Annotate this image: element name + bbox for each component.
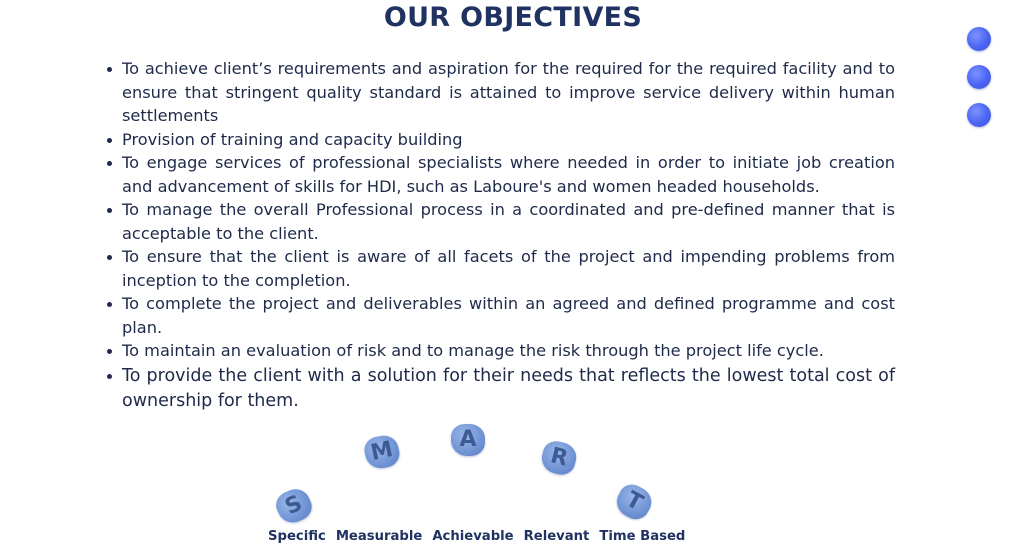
- objective-item: To ensure that the client is aware of all facets of the project and impending problems from inception to the completion.: [104, 245, 895, 292]
- smart-word-time-based: Time Based: [599, 529, 686, 544]
- smart-letter-t: T: [611, 480, 656, 524]
- objective-item: To achieve client’s requirements and aspiration for the required for the required facility and to ensure that stringent quality standard is attained to improve service delivery within human settlements: [104, 57, 895, 128]
- smart-letter-m: M: [362, 433, 402, 471]
- page-title: OUR OBJECTIVES: [383, 2, 643, 33]
- smart-word-specific: Specific: [268, 529, 326, 544]
- objective-item: To provide the client with a solution for their needs that reflects the lowest total cost of ownership for them.: [104, 364, 895, 414]
- smart-word-measurable: Measurable: [335, 529, 423, 544]
- navigation-dots: [967, 27, 995, 141]
- objective-item: To complete the project and deliverables within an agreed and defined programme and cost plan.: [104, 292, 895, 339]
- smart-letter-s: S: [272, 484, 316, 527]
- smart-word-relevant: Relevant: [523, 529, 590, 544]
- objectives-list: [104, 57, 895, 414]
- nav-dot-1[interactable]: [967, 27, 991, 51]
- smart-words: [268, 529, 685, 544]
- nav-dot-2[interactable]: [967, 65, 991, 89]
- nav-dot-3[interactable]: [967, 103, 991, 127]
- objective-item: To maintain an evaluation of risk and to manage the risk through the project life cycle.: [104, 339, 895, 363]
- objective-item: To manage the overall Professional process in a coordinated and pre-defined manner that is acceptable to the client.: [104, 198, 895, 245]
- objective-item: Provision of training and capacity building: [104, 128, 895, 152]
- smart-letter-a: A: [451, 424, 485, 456]
- objective-item: To engage services of professional specialists where needed in order to initiate job creation and advancement of skills for HDI, such as Laboure's and women headed households.: [104, 151, 895, 198]
- smart-letter-r: R: [539, 438, 580, 477]
- smart-word-achievable: Achievable: [432, 529, 514, 544]
